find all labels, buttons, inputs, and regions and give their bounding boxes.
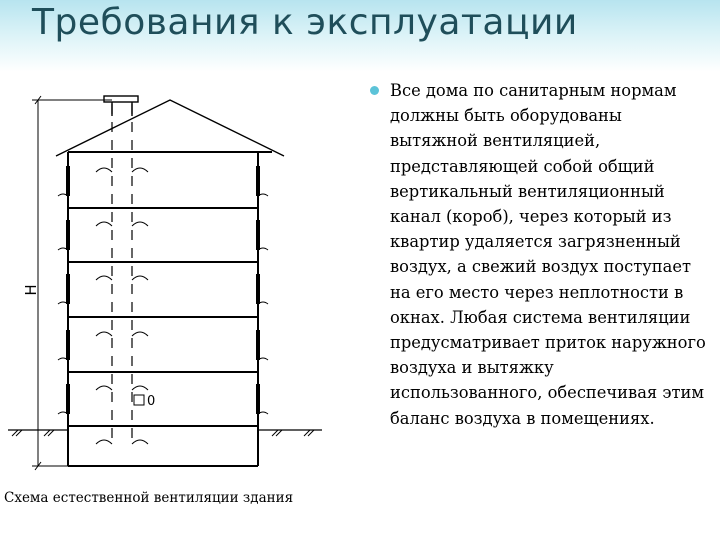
slide-title: Требования к эксплуатации [32,2,578,43]
height-label: Н [22,284,40,296]
vent-cap [104,96,138,102]
inflow-arrows [58,194,268,414]
body-paragraph: Все дома по санитарным нормам должны быть оборудованы вытяжной вентиляцией, представляющей собой общий вертикальный вентиляционный канал (короб), через который из квартир удаляется загрязненный воздух, а свежий воздух поступает на его место через неплотности в окнах. Любая система вентиляции предусматривает приток наружного воздуха и вытяжку использованного, обеспечивая этим баланс воздуха в помещениях. [390,81,706,428]
body-text-block [370,78,708,431]
diagram-caption: Схема естественной вентиляции здания [4,490,294,506]
exhaust-arrows [96,168,148,444]
zero-label: 0 [147,394,156,409]
roof [56,100,284,156]
zero-mark-box [134,395,144,405]
ground-hatch [12,430,314,436]
ventilation-diagram [0,80,340,480]
